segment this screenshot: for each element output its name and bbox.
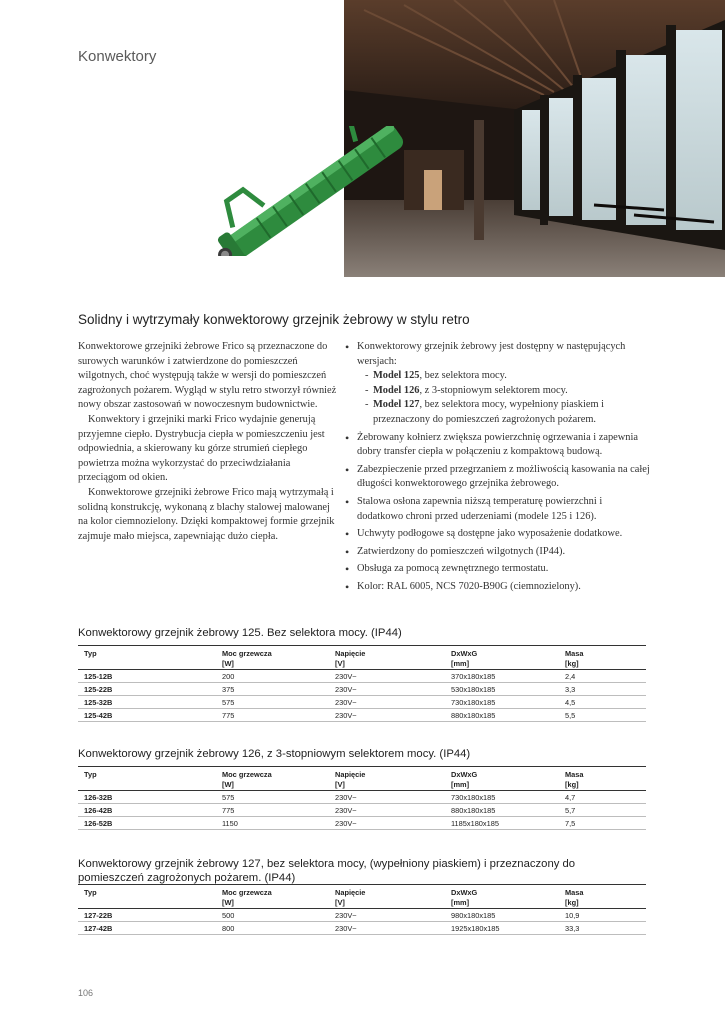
cell-typ: 125-12B [78,670,216,683]
table-row [78,696,646,709]
unit-masa: [kg] [559,779,646,791]
cell-moc: 575 [216,791,329,804]
cell-napiecie: 230V~ [329,670,445,683]
table-row [78,909,646,922]
col-napiecie: Napięcie [329,767,445,780]
col-wymiary: DxWxG [445,767,559,780]
feature-item: • Uchwyty podłogowe są dostępne jako wyposażenie dodatkowe. [345,527,650,542]
cell-wymiary: 980x180x185 [445,909,559,922]
feature-item: • Zatwierdzony do pomieszczeń wilgotnych (IP44). [345,545,650,560]
cell-masa: 4,5 [559,696,646,709]
unit-wymiary: [mm] [445,779,559,791]
cell-masa: 4,7 [559,791,646,804]
feature-item: • Żebrowany kołnierz zwiększa powierzchnię ogrzewania i zapewnia dobry transfer ciepła w połączeniu z kompaktową budową. [345,431,650,460]
cell-napiecie: 230V~ [329,817,445,830]
cell-masa: 2,4 [559,670,646,683]
version-model: Model 126 [373,384,420,396]
unit-wymiary: [mm] [445,658,559,670]
unit-moc: [W] [216,779,329,791]
cell-wymiary: 370x180x185 [445,670,559,683]
col-masa: Masa [559,646,646,659]
cell-typ: 125-22B [78,683,216,696]
col-napiecie: Napięcie [329,885,445,898]
cell-wymiary: 530x180x185 [445,683,559,696]
col-moc: Moc grzewcza [216,767,329,780]
intro-paragraph-2: Konwektory i grzejniki marki Frico wydajnie generują przyjemne ciepło. Dystrybucja ciepła w pomieszczeniu jest odpowiednia, a skierowany ku górze strumień ciepłego powietrza można wykorzystać do przeciwdziałania przeciągom od okien. [78,413,325,484]
cell-wymiary: 1185x180x185 [445,817,559,830]
feature-list [345,340,650,598]
section-heading: Solidny i wytrzymały konwektorowy grzejnik żebrowy w stylu retro [78,312,470,327]
cell-masa: 33,3 [559,922,646,935]
cell-napiecie: 230V~ [329,683,445,696]
col-wymiary: DxWxG [445,646,559,659]
unit-moc: [W] [216,897,329,909]
spec-table-127 [78,884,646,935]
page-title: Konwektory [78,48,157,65]
unit-masa: [kg] [559,658,646,670]
versions-list [357,369,650,427]
feature-item: • Obsługa za pomocą zewnętrznego termostatu. [345,562,650,577]
convector-product-image [206,126,416,256]
intro-text [78,340,340,544]
cell-typ: 125-32B [78,696,216,709]
cell-moc: 200 [216,670,329,683]
unit-wymiary: [mm] [445,897,559,909]
unit-masa: [kg] [559,897,646,909]
version-model: Model 125 [373,370,420,382]
cell-masa: 5,5 [559,709,646,722]
col-typ: Typ [78,885,216,898]
version-item: - Model 127, bez selektora mocy, wypełniony piaskiem i przeznaczony do pomieszczeń zagrożonych pożarem. [365,399,605,425]
feature-item: • Kolor: RAL 6005, NCS 7020-B90G (ciemnozielony). [345,580,650,595]
intro-paragraph-3: Konwektorowe grzejniki żebrowe Frico mają wytrzymałą i solidną konstrukcję, wykonaną z blachy stalowej malowanej na kolor ciemnozielony. Dzięki kompaktowej formie grzejnik zajmuje mało miejsca, zapewniając dużo ciepła. [78,486,335,542]
version-desc: , bez selektora mocy. [419,370,507,382]
cell-moc: 500 [216,909,329,922]
col-masa: Masa [559,767,646,780]
cell-typ: 127-22B [78,909,216,922]
col-typ: Typ [78,767,216,780]
unit-napiecie: [V] [329,897,445,909]
page-number: 106 [78,988,94,998]
table-126-title: Konwektorowy grzejnik żebrowy 126, z 3-stopniowym selektorem mocy. (IP44) [78,748,471,760]
convector-illustration [206,126,416,256]
cell-typ: 126-32B [78,791,216,804]
feature-item: • Zabezpieczenie przed przegrzaniem z możliwością kasowania na całej długości konwektorowego grzejnika żebrowego. [345,463,650,492]
cell-moc: 800 [216,922,329,935]
spec-table-125 [78,645,646,722]
table-125-title: Konwektorowy grzejnik żebrowy 125. Bez selektora mocy. (IP44) [78,627,402,639]
version-model: Model 127 [373,399,420,411]
unit-napiecie: [V] [329,658,445,670]
cell-wymiary: 1925x180x185 [445,922,559,935]
table-row [78,817,646,830]
version-desc: , bez selektora mocy, wypełniony piaskiem i przeznaczony do pomieszczeń zagrożonych pożarem. [373,399,605,425]
cell-moc: 1150 [216,817,329,830]
feature-versions [345,340,650,428]
cell-masa: 10,9 [559,909,646,922]
col-wymiary: DxWxG [445,885,559,898]
cell-wymiary: 730x180x185 [445,696,559,709]
cell-napiecie: 230V~ [329,696,445,709]
table-row [78,791,646,804]
unit-napiecie: [V] [329,779,445,791]
cell-napiecie: 230V~ [329,922,445,935]
col-masa: Masa [559,885,646,898]
cell-masa: 5,7 [559,804,646,817]
table-row [78,709,646,722]
version-desc: , z 3-stopniowym selektorem mocy. [419,384,568,396]
cell-wymiary: 880x180x185 [445,804,559,817]
col-typ: Typ [78,646,216,659]
table-row [78,683,646,696]
unit-moc: [W] [216,658,329,670]
cell-napiecie: 230V~ [329,709,445,722]
cell-typ: 126-42B [78,804,216,817]
feature-item: • Stalowa osłona zapewnia niższą temperaturę powierzchni i dodatkowo chroni przed uderzeniami (modele 125 i 126). [345,495,650,524]
cell-napiecie: 230V~ [329,909,445,922]
col-moc: Moc grzewcza [216,646,329,659]
table-127-title: Konwektorowy grzejnik żebrowy 127, bez selektora mocy, (wypełniony piaskiem) i przeznaczony do pomieszczeń zagrożonych pożarem. (IP44) [78,858,576,884]
cell-masa: 7,5 [559,817,646,830]
version-item: - Model 126, z 3-stopniowym selektorem mocy. [365,384,568,396]
cell-wymiary: 880x180x185 [445,709,559,722]
table-row [78,804,646,817]
cell-typ: 126-52B [78,817,216,830]
cell-moc: 375 [216,683,329,696]
cell-typ: 125-42B [78,709,216,722]
cell-moc: 775 [216,709,329,722]
cell-typ: 127-42B [78,922,216,935]
intro-paragraph-1: Konwektorowe grzejniki żebrowe Frico są przeznaczone do surowych warunków i zatwierdzone do pomieszczeń wilgotnych, choć występują także w wersji do pomieszczeń zagrożonych pożarem. Wygląd w stylu retro stworzył również nowy obszar zastosowań w nowoczesnym budownictwie. [78,341,337,411]
col-napiecie: Napięcie [329,646,445,659]
col-moc: Moc grzewcza [216,885,329,898]
cell-masa: 3,3 [559,683,646,696]
cell-napiecie: 230V~ [329,804,445,817]
table-row [78,670,646,683]
cell-napiecie: 230V~ [329,791,445,804]
table-row [78,922,646,935]
versions-intro: Konwektorowy grzejnik żebrowy jest dostępny w następujących wersjach: [357,341,626,367]
cell-moc: 775 [216,804,329,817]
spec-table-126 [78,766,646,830]
cell-moc: 575 [216,696,329,709]
version-item: - Model 125, bez selektora mocy. [365,370,507,382]
cell-wymiary: 730x180x185 [445,791,559,804]
